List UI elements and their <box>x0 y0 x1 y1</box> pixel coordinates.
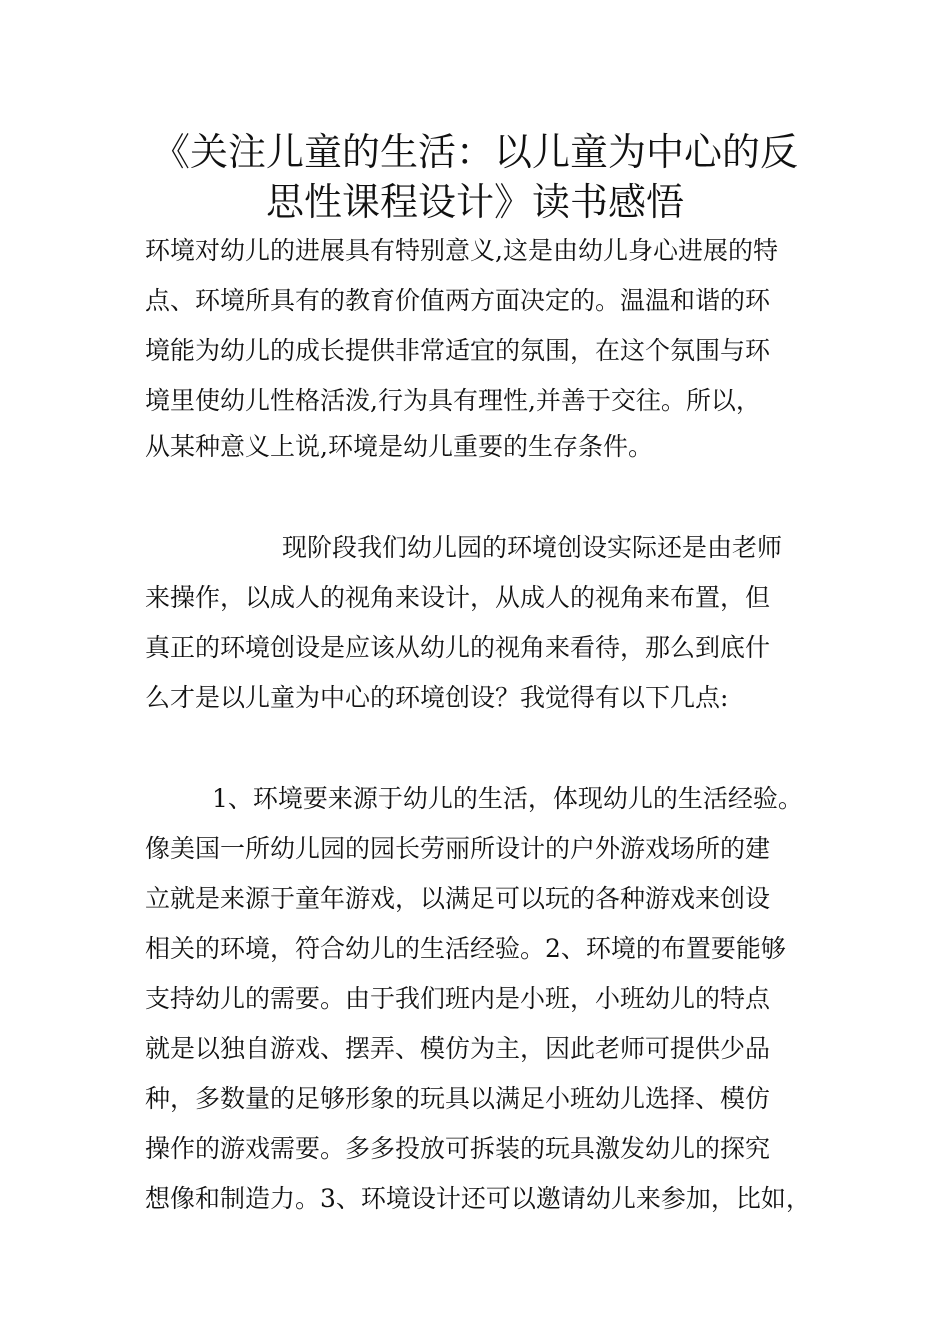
paragraph-2-line-3: 真正的环境创设是应该从幼儿的视角来看待，那么到底什 <box>145 633 771 662</box>
paragraph-1-line-1: 环境对幼儿的进展具有特别意义,这是由幼儿身心进展的特 <box>145 236 778 265</box>
paragraph-1-line-3: 境能为幼儿的成长提供非常适宜的氛围，在这个氛围与环 <box>145 336 771 365</box>
paragraph-1-line-2: 点、环境所具有的教育价值两方面决定的。温温和谐的环 <box>145 286 771 315</box>
document-title-line-1: 《关注儿童的生活：以儿童为中心的反 <box>151 130 798 174</box>
document-title-line-2: 思性课程设计》读书感悟 <box>265 180 684 224</box>
paragraph-2-line-2: 来操作，以成人的视角来设计，从成人的视角来布置，但 <box>145 583 771 612</box>
paragraph-2-line-1: 现阶段我们幼儿园的环境创设实际还是由老师 <box>282 533 783 562</box>
paragraph-1-line-5: 从某种意义上说,环境是幼儿重要的生存条件。 <box>145 432 653 461</box>
paragraph-3-line-9: 想像和制造力。3、环境设计还可以邀请幼儿来参加，比如， <box>145 1184 811 1213</box>
paragraph-3-line-6: 就是以独自游戏、摆弄、模仿为主，因此老师可提供少品 <box>145 1034 771 1063</box>
paragraph-3-line-2: 像美国一所幼儿园的园长劳丽所设计的户外游戏场所的建 <box>145 834 771 863</box>
paragraph-3-line-8: 操作的游戏需要。多多投放可拆装的玩具激发幼儿的探究 <box>145 1134 771 1163</box>
paragraph-3-line-4: 相关的环境，符合幼儿的生活经验。2、环境的布置要能够 <box>145 934 786 963</box>
paragraph-3-line-5: 支持幼儿的需要。由于我们班内是小班，小班幼儿的特点 <box>145 984 771 1013</box>
paragraph-3-line-3: 立就是来源于童年游戏，以满足可以玩的各种游戏来创设 <box>145 884 771 913</box>
paragraph-3-line-7: 种，多数量的足够形象的玩具以满足小班幼儿选择、模仿 <box>145 1084 771 1113</box>
paragraph-2-line-4: 么才是以儿童为中心的环境创设？我觉得有以下几点: <box>145 683 729 712</box>
paragraph-1-line-4: 境里使幼儿性格活泼,行为具有理性,并善于交往。所以， <box>145 386 761 415</box>
paragraph-3-line-1: 1、环境要来源于幼儿的生活，体现幼儿的生活经验。 <box>212 784 803 813</box>
